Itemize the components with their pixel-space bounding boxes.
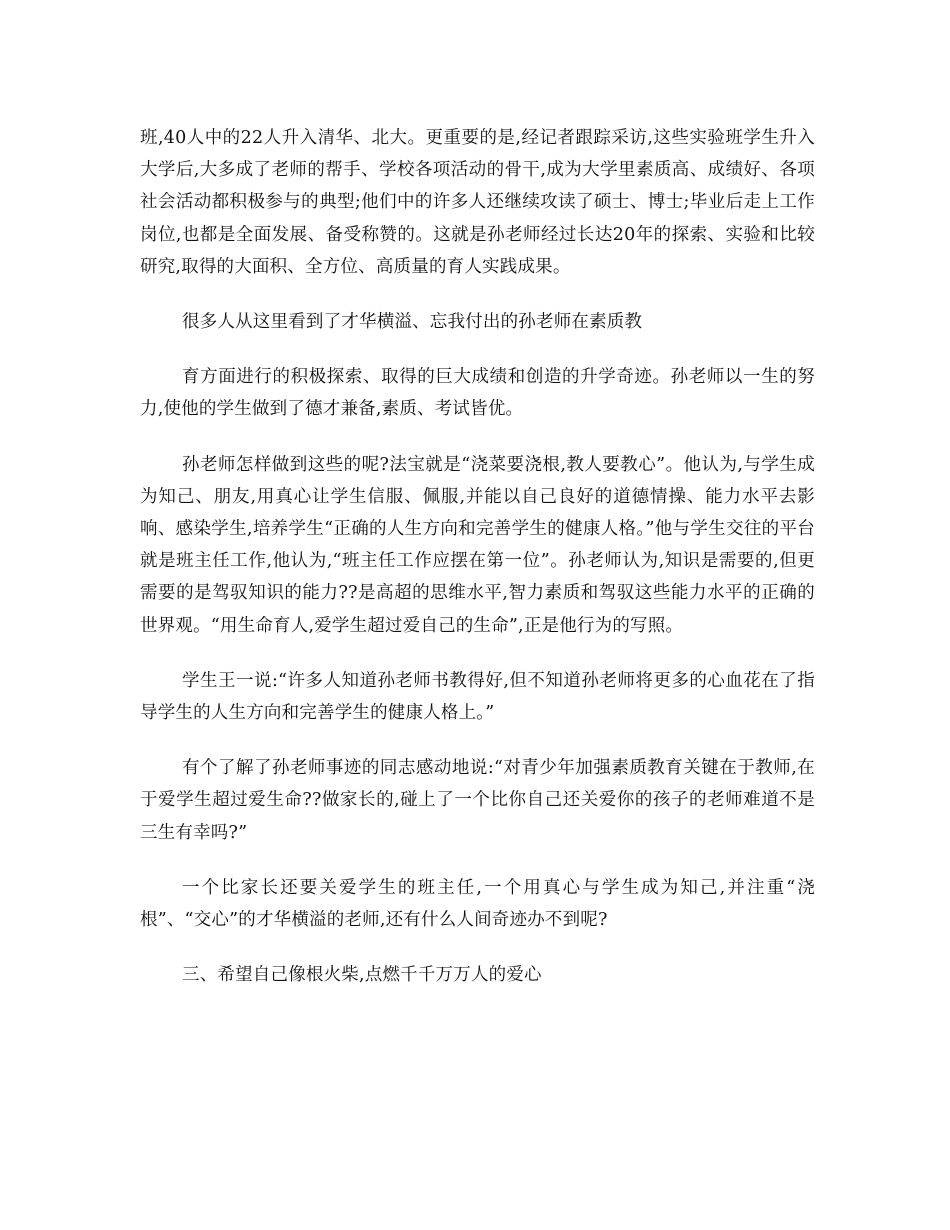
paragraph-3: 育方面进行的积极探索、取得的巨大成绩和创造的升学奇迹。孙老师以一生的努力,使他的学生做到了德才兼备,素质、考试皆优。: [140, 367, 815, 420]
paragraph-6: 有个了解了孙老师事迹的同志感动地说:“对青少年加强素质教育关键在于教师,在于爱学生超过爱生命??做家长的,碰上了一个比你自己还关爱你的孩子的老师难道不是三生有幸吗?”: [140, 758, 815, 843]
paragraph-1: 班,40人中的22人升入清华、北大。更重要的是,经记者跟踪采访,这些实验班学生升入大学后,大多成了老师的帮手、学校各项活动的骨干,成为大学里素质高、成绩好、各项社会活动都积极参与的典型;他们中的许多人还继续攻读了硕士、博士;毕业后走上工作岗位,也都是全面发展、备受称赞的。这就是孙老师经过长达20年的探索、实验和比较研究,取得的大面积、全方位、高质量的育人实践成果。: [140, 128, 815, 277]
paragraph-4: 孙老师怎样做到这些的呢?法宝就是“浇菜要浇根,教人要教心”。他认为,与学生成为知己、朋友,用真心让学生信服、佩服,并能以自己良好的道德情操、能力水平去影响、感染学生,培养学生“正确的人生方向和完善学生的健康人格。”他与学生交往的平台就是班主任工作,他认为,“班主任工作应摆在第一位”。孙老师认为,知识是需要的,但更需要的是驾驭知识的能力??是高超的思维水平,智力素质和驾驭这些能力水平的正确的世界观。“用生命育人,爱学生超过爱自己的生命”,正是他行为的写照。: [140, 454, 815, 636]
paragraph-2: 很多人从这里看到了才华横溢、忘我付出的孙老师在素质教: [182, 312, 643, 333]
section-heading: 三、希望自己像根火柴,点燃千千万万人的爱心: [182, 965, 542, 986]
document-body: [140, 122, 815, 1014]
paragraph-7: 一个比家长还要关爱学生的班主任,一个用真心与学生成为知己,并注重“浇根”、“交心”的才华横溢的老师,还有什么人间奇迹办不到呢?: [140, 877, 815, 931]
paragraph-5: 学生王一说:“许多人知道孙老师书教得好,但不知道孙老师将更多的心血花在了指导学生的人生方向和完善学生的健康人格上。”: [140, 670, 815, 724]
